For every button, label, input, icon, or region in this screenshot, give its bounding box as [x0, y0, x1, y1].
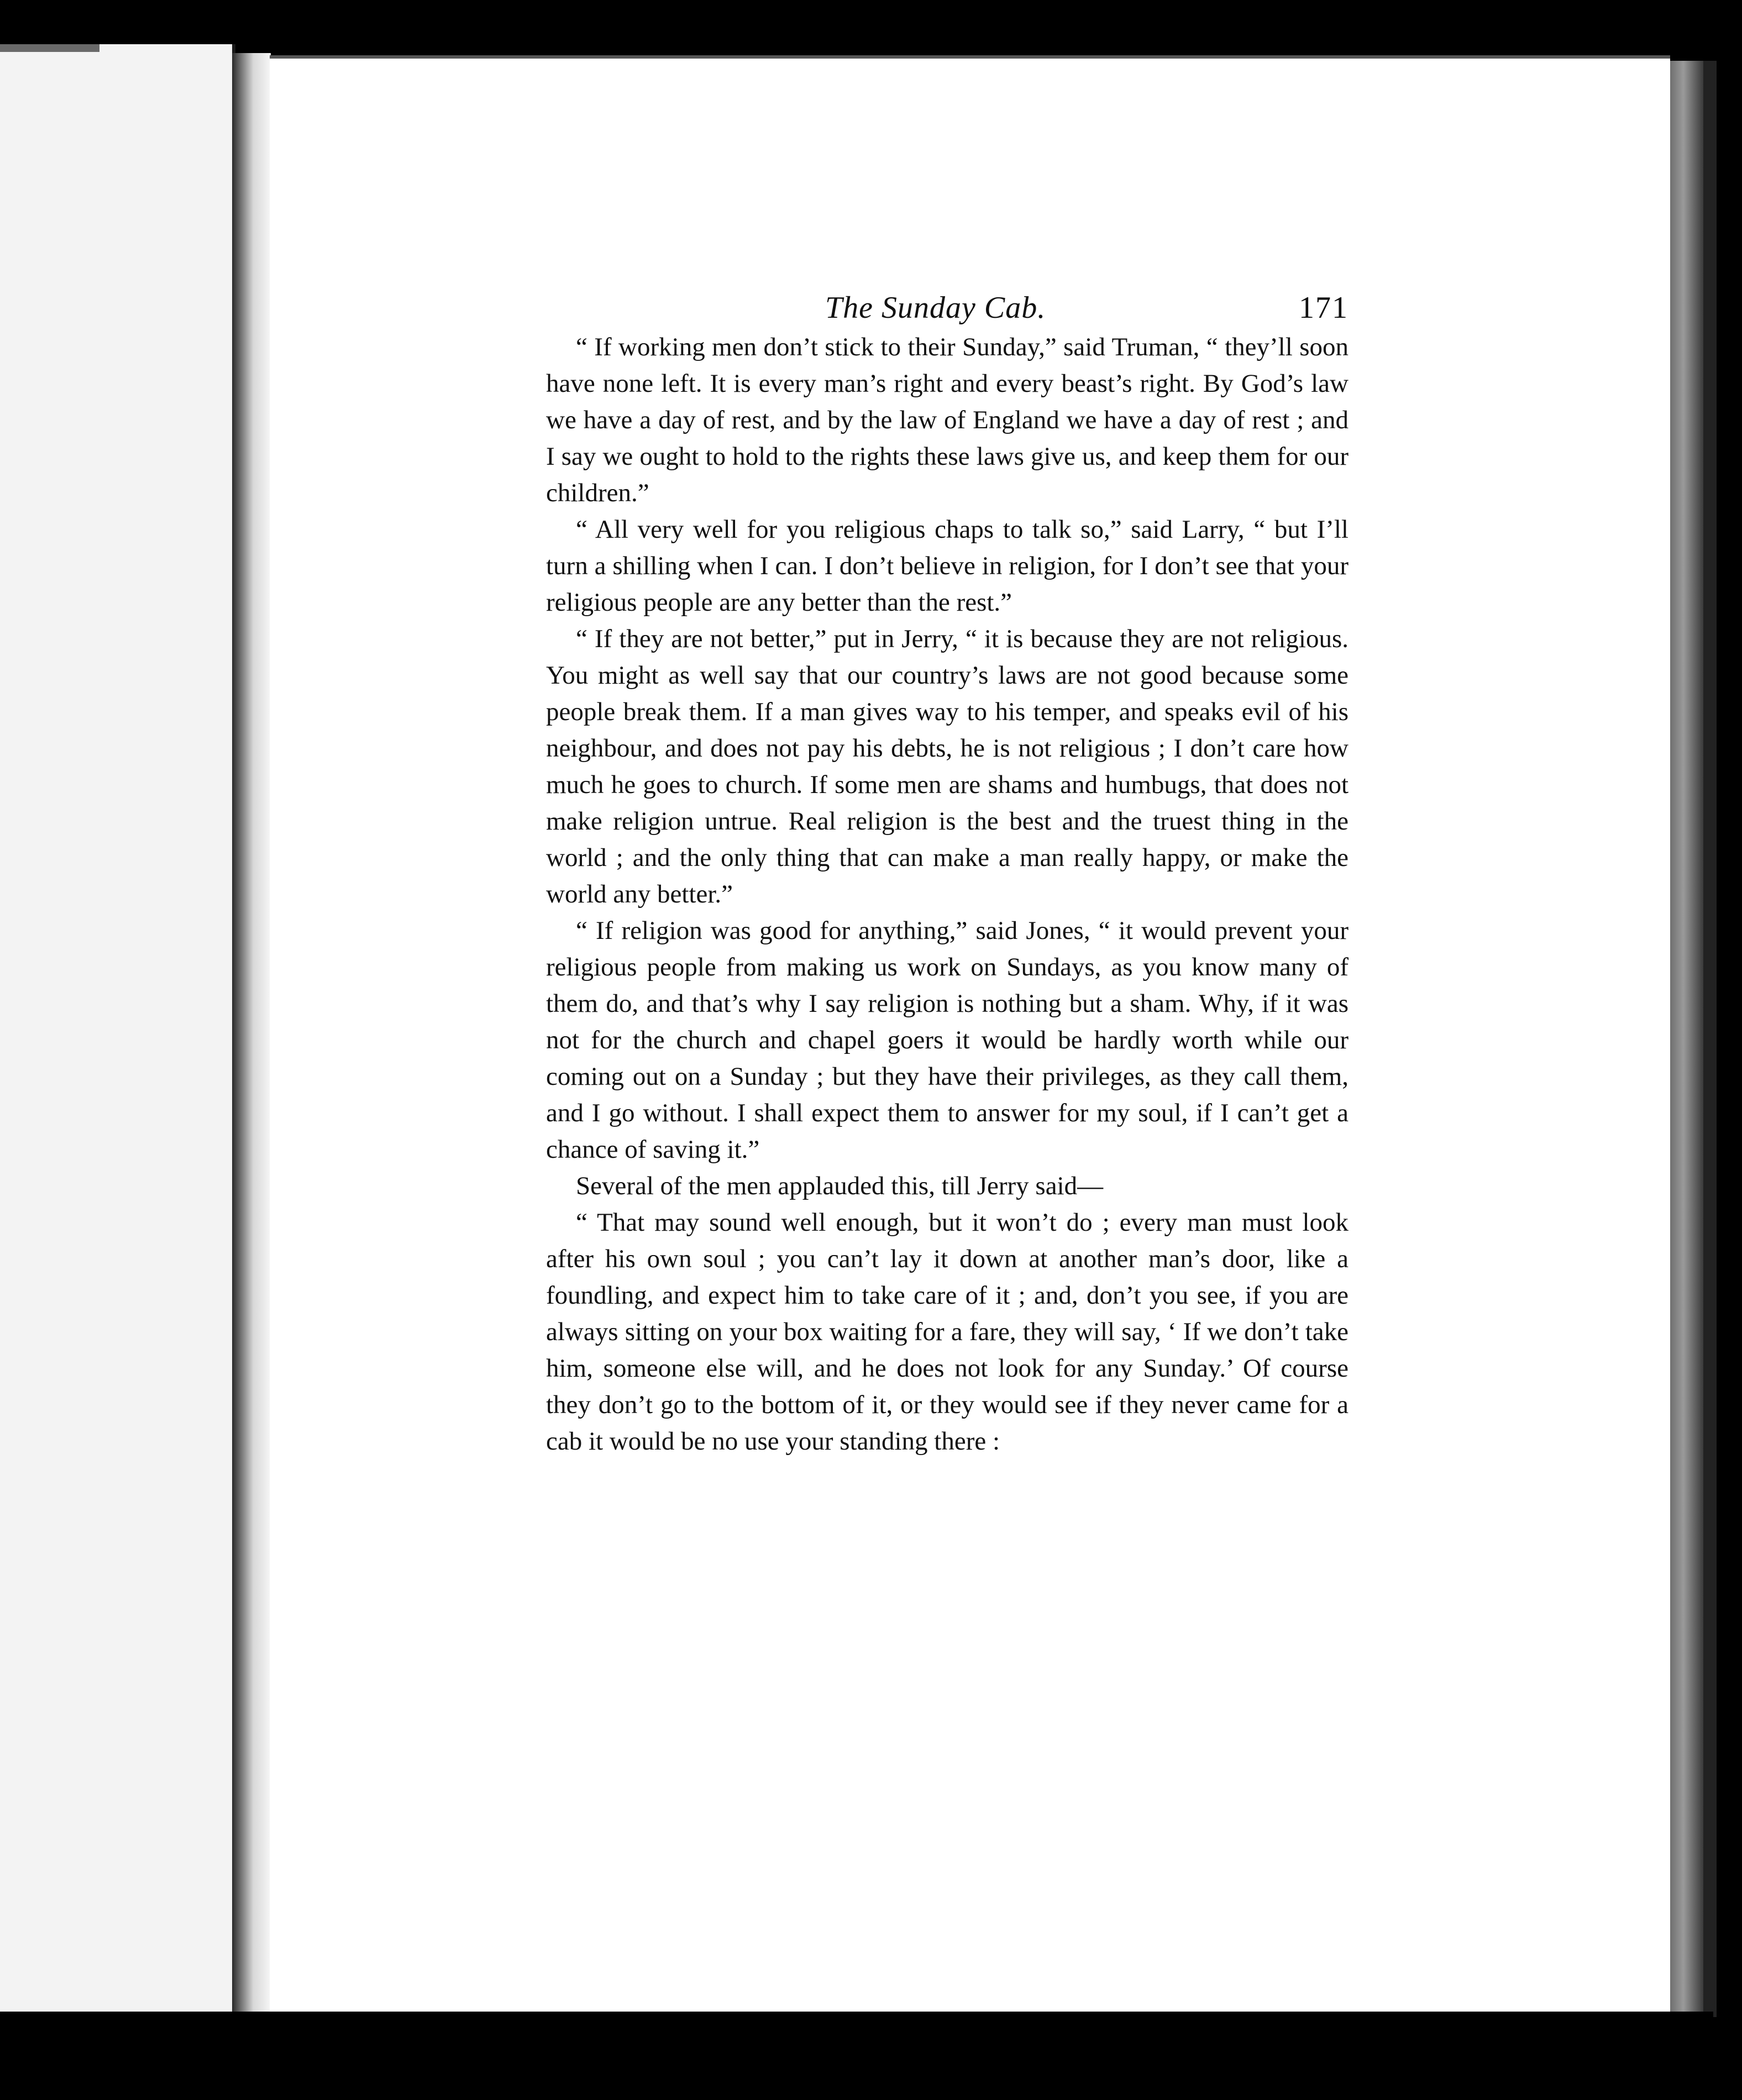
paragraph-larry: “ All very well for you religious chaps to talk so,” said Larry, “ but I’ll turn a shilling when I can. I don’t believe in religion, for I don’t see that your religious people are any better than the rest.”: [546, 515, 1349, 617]
book-gutter: [232, 53, 271, 2020]
paragraph-applause: Several of the men applauded this, till Jerry said—: [576, 1172, 1104, 1200]
paragraph-jerry-reply: “ That may sound well enough, but it won’t do ; every man must look after his own soul ; you can’t lay it down at another man’s door, like a foundling, and expect him to take care of it ; and, don’t you see, if you are always sitting on your box waiting for a fare, they will say, ‘ If we don’t take him, someone else will, and he does not look for any Sunday.’ Of course they don’t go to the bottom of it, or they would see if they never came for a cab it would be no use your standing there :: [546, 1208, 1349, 1456]
paragraph-truman: “ If working men don’t stick to their Sunday,” said Truman, “ they’ll soon have none left. It is every man’s right and every beast’s right. By God’s law we have a day of rest, and by the law of England we have a day of rest ; and I say we ought to hold to the rights these laws give us, and keep them for our children.”: [546, 333, 1349, 507]
paragraph-jones: “ If religion was good for anything,” said Jones, “ it would prevent your religious people from making us work on Sundays, as you know many of them do, and that’s why I say religion is nothing but a sham. Why, if it was not for the church and chapel goers it would be hardly worth while our coming out on a Sunday ; but they have their privileges, as they call them, and I go without. I shall expect them to answer for my soul, if I can’t get a chance of saving it.”: [546, 916, 1349, 1164]
left-page-edge: [0, 44, 99, 52]
running-title: The Sunday Cab.: [825, 291, 1046, 325]
paragraph-jerry-religion: “ If they are not better,” put in Jerry, “ it is because they are not religious. You might as well say that our country’s laws are not good because some people break them. If a man gives way to his temper, and speaks evil of his neighbour, and does not pay his debts, he is not religious ; I don’t care how much he goes to church. If some men are shams and humbugs, that does not make religion untrue. Real religion is the best and the truest thing in the world ; and the only thing that can make a man really happy, or make the world any better.”: [546, 624, 1349, 909]
page-number: 171: [1299, 291, 1349, 325]
running-head: [546, 279, 1349, 329]
scan-bottom-border: [232, 2012, 1713, 2100]
text-block: [546, 279, 1349, 1460]
book-cover-edge: [1703, 61, 1717, 2017]
left-facing-page: [0, 44, 235, 2012]
page-stack-edge: [1670, 61, 1703, 2017]
